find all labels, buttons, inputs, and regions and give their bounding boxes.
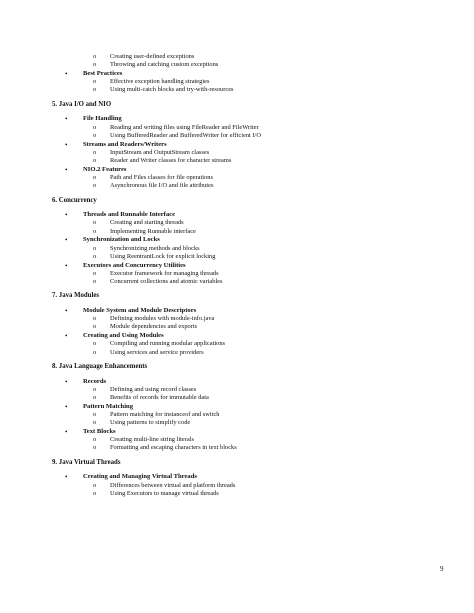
- topic-item: Best Practices: [83, 70, 123, 77]
- sub-bullet-icon: o: [93, 349, 97, 356]
- subtopic-item: Benefits of records for immutable data: [110, 394, 209, 401]
- sub-bullet-icon: o: [93, 482, 97, 489]
- topic-item: NIO.2 Features: [83, 166, 127, 173]
- sub-bullet-icon: o: [93, 411, 97, 418]
- topic-item: File Handling: [83, 115, 122, 122]
- sub-bullet-icon: o: [93, 386, 97, 393]
- sub-bullet-icon: o: [93, 270, 97, 277]
- subtopic-item: Defining and using record classes: [110, 386, 197, 393]
- topic-bullet-icon: •: [65, 70, 68, 78]
- topic-bullet-icon: •: [65, 166, 68, 174]
- sub-bullet-icon: o: [93, 444, 97, 451]
- subtopic-item: Differences between virtual and platform threads: [110, 482, 236, 489]
- topic-item: Creating and Using Modules: [83, 332, 164, 339]
- sub-bullet-icon: o: [93, 436, 97, 443]
- topic-item: Creating and Managing Virtual Threads: [83, 473, 197, 480]
- topic-bullet-icon: •: [65, 115, 68, 123]
- topic-bullet-icon: •: [65, 473, 68, 481]
- sub-bullet-icon: o: [93, 61, 97, 68]
- sub-bullet-icon: o: [93, 86, 97, 93]
- subtopic-item: Using services and service providers: [110, 349, 204, 356]
- subtopic-item: Defining modules with module-info.java: [110, 315, 215, 322]
- topic-item: Executors and Concurrency Utilities: [83, 262, 186, 269]
- subtopic-item: Implementing Runnable interface: [110, 228, 196, 235]
- sub-bullet-icon: o: [93, 219, 97, 226]
- section-heading: 5. Java I/O and NIO: [52, 101, 112, 108]
- topic-bullet-icon: •: [65, 141, 68, 149]
- subtopic-item: Using Executors to manage virtual threads: [110, 490, 219, 497]
- sub-bullet-icon: o: [93, 490, 97, 497]
- sub-bullet-icon: o: [93, 340, 97, 347]
- subtopic-item: Executor framework for managing threads: [110, 270, 219, 277]
- sub-bullet-icon: o: [93, 174, 97, 181]
- topic-bullet-icon: •: [65, 332, 68, 340]
- subtopic-item: Using patterns to simplify code: [110, 419, 191, 426]
- sub-bullet-icon: o: [93, 228, 97, 235]
- subtopic-item: Using multi-catch blocks and try-with-resources: [110, 86, 234, 93]
- topic-bullet-icon: •: [65, 428, 68, 436]
- section-heading: 8. Java Language Enhancements: [52, 363, 148, 370]
- subtopic-item: Reader and Writer classes for character streams: [110, 157, 232, 164]
- subtopic-item: Concurrent collections and atomic variables: [110, 278, 223, 285]
- topic-item: Text Blocks: [83, 428, 116, 435]
- subtopic-item: Path and Files classes for file operations: [110, 174, 213, 181]
- topic-bullet-icon: •: [65, 403, 68, 411]
- sub-bullet-icon: o: [93, 245, 97, 252]
- sub-bullet-icon: o: [93, 278, 97, 285]
- sub-bullet-icon: o: [93, 124, 97, 131]
- topic-bullet-icon: •: [65, 378, 68, 386]
- sub-bullet-icon: o: [93, 149, 97, 156]
- subtopic-item: Using BufferedReader and BufferedWriter for efficient I/O: [110, 132, 261, 139]
- section-heading: 7. Java Modules: [52, 292, 100, 299]
- topic-item: Module System and Module Descriptors: [83, 307, 197, 314]
- sub-bullet-icon: o: [93, 253, 97, 260]
- topic-item: Pattern Matching: [83, 403, 133, 410]
- subtopic-item: Creating multi-line string literals: [110, 436, 194, 443]
- section-heading: 9. Java Virtual Threads: [52, 459, 121, 466]
- subtopic-item: Using ReentrantLock for explicit locking: [110, 253, 216, 260]
- sub-bullet-icon: o: [93, 323, 97, 330]
- page-number: 9: [440, 565, 444, 573]
- topic-bullet-icon: •: [65, 236, 68, 244]
- subtopic-item: Effective exception handling strategies: [110, 78, 210, 85]
- topic-item: Streams and Readers/Writers: [83, 141, 167, 148]
- subtopic-item: Creating and starting threads: [110, 219, 184, 226]
- sub-bullet-icon: o: [93, 182, 97, 189]
- subtopic-item: Module dependencies and exports: [110, 323, 198, 330]
- topic-bullet-icon: •: [65, 262, 68, 270]
- topic-item: Records: [83, 378, 107, 385]
- subtopic-item: Reading and writing files using FileReader and FileWriter: [110, 124, 259, 131]
- topic-item: Synchronization and Locks: [83, 236, 160, 243]
- section-heading: 6. Concurrency: [52, 197, 97, 204]
- sub-bullet-icon: o: [93, 394, 97, 401]
- subtopic-item: InputStream and OutputStream classes: [110, 149, 210, 156]
- subtopic-item: Formatting and escaping characters in text blocks: [110, 444, 237, 451]
- subtopic-item: Creating user-defined exceptions: [110, 53, 195, 60]
- subtopic-item: Throwing and catching custom exceptions: [110, 61, 219, 68]
- topic-item: Threads and Runnable Interface: [83, 211, 176, 218]
- subtopic-item: Compiling and running modular applications: [110, 340, 226, 347]
- subtopic-item: Asynchronous file I/O and file attributes: [110, 182, 214, 189]
- sub-bullet-icon: o: [93, 419, 97, 426]
- sub-bullet-icon: o: [93, 78, 97, 85]
- sub-bullet-icon: o: [93, 132, 97, 139]
- sub-bullet-icon: o: [93, 53, 97, 60]
- topic-bullet-icon: •: [65, 211, 68, 219]
- sub-bullet-icon: o: [93, 315, 97, 322]
- subtopic-item: Pattern matching for instanceof and switch: [110, 411, 220, 418]
- topic-bullet-icon: •: [65, 307, 68, 315]
- sub-bullet-icon: o: [93, 157, 97, 164]
- subtopic-item: Synchronizing methods and blocks: [110, 245, 200, 252]
